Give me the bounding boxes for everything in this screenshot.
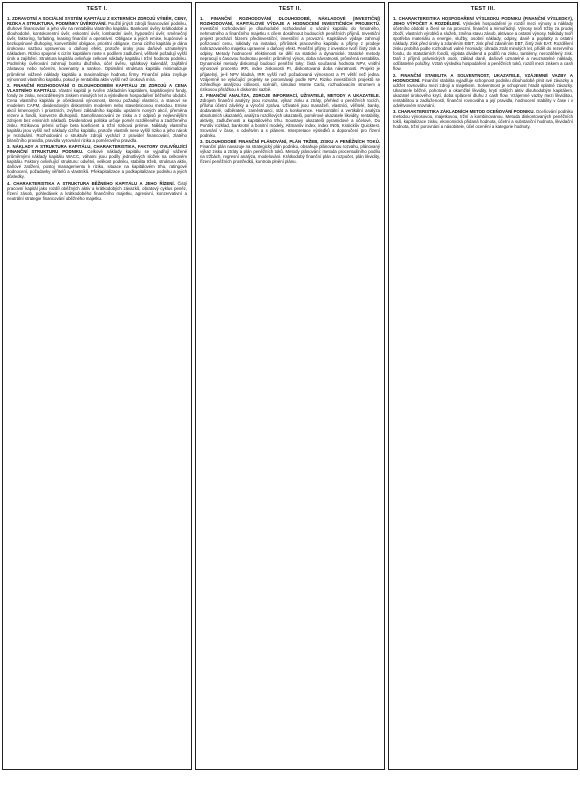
question-item [7,144,187,179]
question-body: Použití jiných zdrojů financování podniku, dluhové financování a jeho vliv na rentabilitu vlastního kapitálu. Bankovní úvěry krátkodobé a dlouhodobé, kontokorentní úvěr, eskontní úvěr, lombardní úvěr, hypoteční úvěr, směnečný úvěr, faktoring, forfaiting, leasing finanční a operativní. Obligace a jejich emise, kupónové a bezkupónové dluhopisy, konvertibilní obligace, prioritní obligace. Cena cizího kapitálu je dána úrokovou sazbou upravenou o daňový efekt, protože úroky jsou daňově uznatelným nákladem. Riziko spojené s cizím kapitálem roste s podílem zadlužení, věřitelé požadují vyšší úrok a zajištění. Struktura kapitálu ovlivňuje celkové náklady kapitálu i tržní hodnotu podniku. Podmínky úvěrování zahrnují bonitu dlužníka, účel úvěru, splátkový kalendář, zajištění zástavou nebo ručením, kovenanty a sankce. Optimální struktura kapitálu minimalizuje průměrné vážené náklady kapitálu a maximalizuje hodnotu firmy. Finanční páka zvyšuje výnosnost vlastního kapitálu, pokud je rentabilita aktiv vyšší než úroková míra. [7,21,187,82]
question-item [7,16,187,82]
question-item [7,181,187,201]
test-title: TEST I. [86,6,108,12]
test-title: TEST II. [278,6,302,12]
question-item [7,83,187,144]
question-heading: 3. DLOUHODOBÉ FINANČNÍ PLÁNOVÁNÍ, PLÁN TRŽEB, ZISKU A PENĚŽNÍCH TOKŮ. [200,139,380,145]
question-body: Investiční rozhodování je dlouhodobé rozhodování o vázání kapitálu do hmotného, nehmotného a finančního majetku s cílem dosáhnout budoucích peněžních příjmů. Investiční projekt prochází fázemi předinvestiční, investiční a provozní. Kapitálové výdaje zahrnují pořizovací cenu, náklady na instalaci, přírůstek pracovního kapitálu a příjmy z prodeje nahrazovaného majetku upravené o daňový efekt. Peněžní příjmy z investice tvoří čistý zisk a odpisy. Metody hodnocení efektivnosti se dělí na statické a dynamické. Statické metody nepracují s časovou hodnotou peněz: průměrný výnos, doba návratnosti, průměrná rentabilita. Dynamické metody diskontují budoucí peněžní toky: čistá současná hodnota NPV, vnitřní výnosové procento IRR, index ziskovosti PI, diskontovaná doba návratnosti. Projekt je přijatelný, je-li NPV kladná, IRR vyšší než požadovaná výnosnost a PI větší než jedna. Vzájemně se vylučující projekty se porovnávají podle NPV. Riziko investičních projektů se zohledňuje analýzou citlivosti, scénáři, simulací Monte Carlo, rozhodovacím stromem a rizikovou přirážkou k diskontní sazbě. [200,26,380,92]
question-item [393,73,573,108]
question-heading: 3. CHARAKTERISTIKA ZÁKLADNÍCH METOD OCEŇOVÁNÍ PODNIKU. [393,108,535,114]
question-heading: 2. FINANČNÍ ANALÝZA, ZDROJE INFORMACÍ, UŽIVATELÉ, METODY A UKAZATELE. [200,92,380,98]
question-item [393,109,573,129]
question-body: Finanční plán navazuje na strategický plán podniku, obsahuje plánovanou rozvahu, plánovaný výkaz zisku a ztráty a plán peněžních toků. Metody plánování: metoda procentuálního podílu na tržbách, regresní analýza, modelování. Krátkodobý finanční plán a rozpočet, plán likvidity, řízení peněžních prostředků, kontrola plnění plánu. [200,144,380,165]
test-title: TEST III. [470,6,496,12]
question-heading: 1. FINANČNÍ ROZHODOVÁNÍ DLOUHODOBÉ, NÁKLADOVÉ (INVESTIČNÍ) ROZHODOVÁNÍ, KAPITÁLOVÉ VÝDAJE A HODNOCENÍ INVESTIČNÍCH PROJEKTŮ. [200,16,380,27]
test-column-1 [2,2,192,770]
question-body: Celkové náklady kapitálu se vyjadřují vážené průměrnými náklady kapitálu WACC, váhami jsou podíly jednotlivých složek na celkovém kapitálu. Faktory ovlivňující strukturu: odvětví, velikost podniku, stabilita tržeb, struktura aktiv, daňové zatížení, postoj managementu k riziku, situace na kapitálovém trhu, ratingové hodnocení, požadavky věřitelů a vlastníků. Překapitalizace a podkapitalizace podniku a jejich důsledky. [7,149,187,180]
question-body: Výsledek hospodaření je rozdíl mezi výnosy a náklady účetního období a člení se na provozní, finanční a mimořádný. Výnosy tvoří tržby za prodej zboží, vlastních výrobků a služeb, změna stavu zásob, aktivace a ostatní výnosy. Náklady tvoří spotřeba materiálu a energie, služby, osobní náklady, odpisy, daně a poplatky a ostatní náklady. Zisk před úroky a zdaněním EBIT, zisk před zdaněním EBT, čistý zisk EAT. Rozdělení zisku probíhá podle rozhodnutí valné hromady: úhrada ztrát minulých let, příděl do rezervního fondu, do statutárních fondů, výplata dividend a podílů na zisku, tantiémy, nerozdělený zisk. Daň z příjmů právnických osob, základ daně, daňově uznatelné a neuznatelné náklady, odčitatelné položky. Vztah výsledku hospodaření a peněžních toků, rozdíl mezi ziskem a cash flow. [393,21,573,72]
question-heading: 1. CHARAKTERISTIKA HOSPODAŘENÍ VÝSLEDKU PODNIKU (FINANČNÍ VÝSLEDKY), JEHO VÝPOČET A ROZDĚLENÍ. [393,16,573,27]
question-heading: 2. FINANČNÍ ROZHODOVÁNÍ O DLOUHODOBÉM KAPITÁLU ZE ZDROJŮ A CENA VLASTNÍHO KAPITÁLU. [7,82,187,93]
test-column-2 [195,2,385,770]
question-body: Finanční stabilita vyjadřuje schopnost podniku dlouhodobě plnit své závazky a udržet rovnováhu mezi zdroji a majetkem. Solventnost je schopnost hradit splatné závazky. Ukazatele běžné, pohotové a okamžité likvidity, krytí stálých aktiv dlouhodobým kapitálem, ukazatel úrokového krytí, doba splácení dluhu z cash flow. Vzájemné vazby mezi likviditou, rentabilitou a zadlužeností, finanční rovnováha a její pravidla, hodnocení stability v čase i v odvětvovém srovnání. [393,77,574,108]
question-item [200,139,380,164]
question-item [393,16,573,72]
question-body: Vlastní kapitál je tvořen základním kapitálem, kapitálovými fondy, fondy ze zisku, nerozděleným ziskem minulých let a výsledkem hospodaření běžného období. Cena vlastního kapitálu je očekávaná výnosnost, kterou požadují vlastníci, a stanoví se modelem CAPM, dividendovým diskontním modelem nebo stavebnicovou metodou. Emise akcií kmenových i prioritních, zvýšení základního kapitálu upsáním nových akcií, přeměna rezerv a fondů, konverze dluhopisů. Samofinancování ze zisku a z odpisů je nejlevnějším zdrojem bez emisních nákladů. Dividendová politika určuje poměr rozděleného a zadrženého zisku. Rizikovou prémii určuje beta koeficient a tržní riziková prémie. Náklady vlastního kapitálu jsou vyšší než náklady cizího kapitálu, protože vlastník nese vyšší riziko a jeho nárok je reziduální. Rozhodování o struktuře zdrojů vychází z pravidel financování, zlatého bilančního pravidla, pravidla vyrovnání rizika a poměrového pravidla. [7,87,187,144]
question-body: Oceňování podniku metodou výnosovou, majetkovou, tržní a kombinovanou. Metoda diskontovaných peněžních toků, kapitalizace zisku, ekonomická přidaná hodnota, účetní a substanční hodnota, likvidační hodnota, tržní porovnání a násobitele, účel ocenění a kategorie hodnoty. [393,108,573,129]
question-heading: 3. NÁKLADY A STRUKTURA KAPITÁLU, CHARAKTERISTIKA, FAKTORY OVLIVŇUJÍCÍ FINANČNÍ STRUKTURU PODNIKU. [7,144,187,155]
question-heading: 1. ZDRAVOTNÍ A SOCIÁLNÍ SYSTÉM KAPITÁLU Z EXTERNÍCH ZDROJŮ VÝBĚR, CENY, RIZIKA A STRUKTURA, PODMÍNKY ÚVĚROVÁNÍ. [7,16,187,27]
question-body: Čistý pracovní kapitál jako rozdíl oběžných aktiv a krátkodobých závazků, obratový cyklus peněz, řízení zásob, pohledávek a krátkodobého finančního majetku, agresivní, konzervativní a neutrální strategie financování oběžného majetku. [7,180,187,201]
question-heading: 2. FINANČNÍ STABILITA A SOLVENTNOST, UKAZATELE, VZÁJEMNÉ VAZBY A HODNOCENÍ. [393,72,573,83]
question-item [200,93,380,138]
test-column-3 [388,2,578,770]
question-body: Zdrojem finanční analýzy jsou rozvaha, výkaz zisku a ztráty, přehled o peněžních tocích, příloha účetní závěrky a výroční zpráva. Uživateli jsou manažeři, vlastníci, věřitelé, banky, dodavatelé, odběratelé, zaměstnanci, stát a konkurence. Horizontální a vertikální analýza absolutních ukazatelů, analýza rozdílových ukazatelů, poměrové ukazatele likvidity, rentability, aktivity, zadluženosti a kapitálového trhu. Soustavy ukazatelů pyramidové a účelové, Du Pontův rozklad, bankrotní a bonitní modely, Altmanův index, index IN05, Kralickův Quicktest. Srovnání v čase, s odvětvím a s plánem. Interpretace výsledků a doporučení pro řízení podniku. [200,97,380,139]
columns-container [2,2,578,772]
question-item [200,16,380,92]
question-heading: 4. CHARAKTERISTIKA A STRUKTURA BĚŽNÉHO KAPITÁLU A JEHO ŘÍZENÍ. [7,180,175,186]
